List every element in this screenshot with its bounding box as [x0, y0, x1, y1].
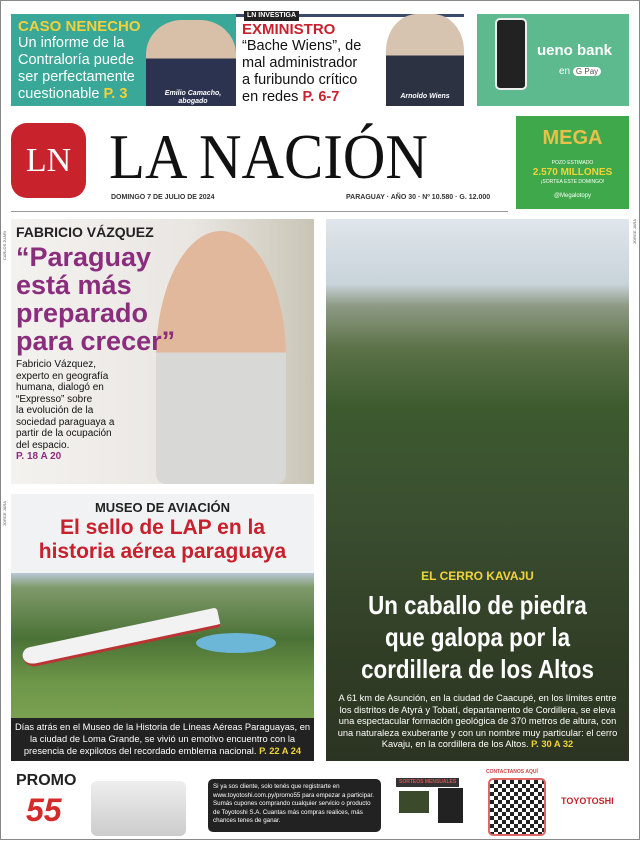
story-headline: “Paraguay está más preparado para crecer” [16, 242, 176, 356]
mega-lottery-ad[interactable] [516, 116, 629, 209]
pool-shape [196, 633, 276, 653]
story-headline: Un caballo de piedra que galopa por la cordillera de los Altos [361, 590, 594, 684]
ueno-bank-ad[interactable] [477, 14, 629, 106]
phone-icon [495, 18, 527, 90]
ad-brand: MEGA [542, 127, 603, 149]
edition-info: PARAGUAY · AÑO 30 · Nº 10.580 · G. 12.000 [346, 194, 491, 201]
ad-amount: 2.570 MILLONES [532, 167, 613, 178]
teaser-text: Un informe de la Contraloría puede ser perfectamente cuestionable P. 3 [18, 35, 135, 102]
ln-logo[interactable]: LN [11, 123, 86, 198]
photo-credit: JORGE JARA [632, 219, 637, 245]
qr-code[interactable] [488, 778, 546, 836]
teaser-kicker: CASO NENECHO [18, 18, 141, 35]
toyotoshi-logo: TOYOTOSHI [561, 796, 614, 806]
photo-lap-airplane [11, 573, 314, 718]
teaser-text: “Bache Wiens”, de mal administrador a furibundo crítico en redes P. 6-7 [242, 38, 362, 105]
voucher-prize-icon [438, 788, 463, 823]
story-kicker: MUSEO DE AVIACIÓN [94, 500, 231, 515]
story-body: A 61 km de Asunción, en la ciudad de Caacupé, en los límites entre los distritos de Atyrá y Tobatí, departamento de Cordillera, se eleva una espectacular formación geológica de 370 metros de altura, con una naturaleza exuberante y con un nombre muy particular: el cerro Kavaju, en la cordillera de los Altos. P. 30 A 32 [337, 693, 618, 749]
story-fabricio-vazquez[interactable] [11, 219, 314, 484]
story-body: Fabricio Vázquez, experto en geografía humana, dialogó en “Expresso” sobre la evolución de la sociedad paraguaya a partir de la ocupación del espacio. P. 18 A 20 [16, 359, 115, 462]
divider [11, 211, 508, 212]
ad-sub: en G Pay [559, 66, 601, 78]
contact-label: CONTACTANOS AQUÍ [486, 769, 538, 775]
teaser-caso-nenecho[interactable] [11, 14, 236, 106]
story-cerro-kavaju[interactable] [326, 219, 629, 761]
tv-prize-icon [399, 791, 429, 813]
teaser-exministro[interactable] [236, 14, 464, 106]
teaser-kicker: EXMINISTRO [242, 21, 336, 38]
photo-credit: CARLOS JUÁRI [2, 231, 7, 261]
photo-fabricio-vazquez [156, 231, 286, 484]
ad-label: POZO ESTIMADO [551, 160, 594, 166]
masthead-title: LA NACIÓN [109, 121, 428, 192]
ad-sub: ¡SORTEA ESTE DOMINGO! [540, 179, 605, 185]
promo-text: Si ya sos cliente, solo tenés que registrarte en www.toyotoshi.com.py/promo55 para empezar a participar. Sumás cupones comprando cualquier servicio o producto de Toyotoshi S.A. Cuantas más compras realices, más chances tenes de ganar. [208, 779, 381, 832]
ad-handle: @Megalotopy [553, 193, 592, 199]
story-kicker: FABRICIO VÁZQUEZ [16, 224, 154, 240]
story-caption: Días atrás en el Museo de la Historia de Líneas Aéreas Paraguayas, en la ciudad de Loma Grande, se vivió un emotivo encuentro con la presencia de expilotos del recordado emblema nacional. P. 22 A 24 [11, 718, 314, 761]
story-headline: El sello de LAP en la historia aérea paraguaya [38, 516, 287, 563]
ad-brand: ueno bank [537, 42, 613, 59]
sorteos-label: SORTEOS MENSUALES [396, 778, 459, 787]
photo-credit: JORGE JARA [2, 501, 7, 527]
promo-number: 55 [26, 792, 62, 828]
photo-caption: Arnoldo Wiens [400, 93, 450, 100]
investiga-badge: LN INVESTIGA [244, 11, 299, 21]
airplane-shape [21, 607, 221, 668]
cars-image [91, 781, 186, 836]
story-kicker: EL CERRO KAVAJU [421, 569, 534, 583]
photo-caption: Emilio Camacho, abogado [164, 90, 222, 105]
promo-label: PROMO [16, 772, 77, 789]
edition-date: DOMINGO 7 DE JULIO DE 2024 [111, 194, 215, 201]
toyotoshi-promo-ad[interactable] [1, 766, 640, 841]
